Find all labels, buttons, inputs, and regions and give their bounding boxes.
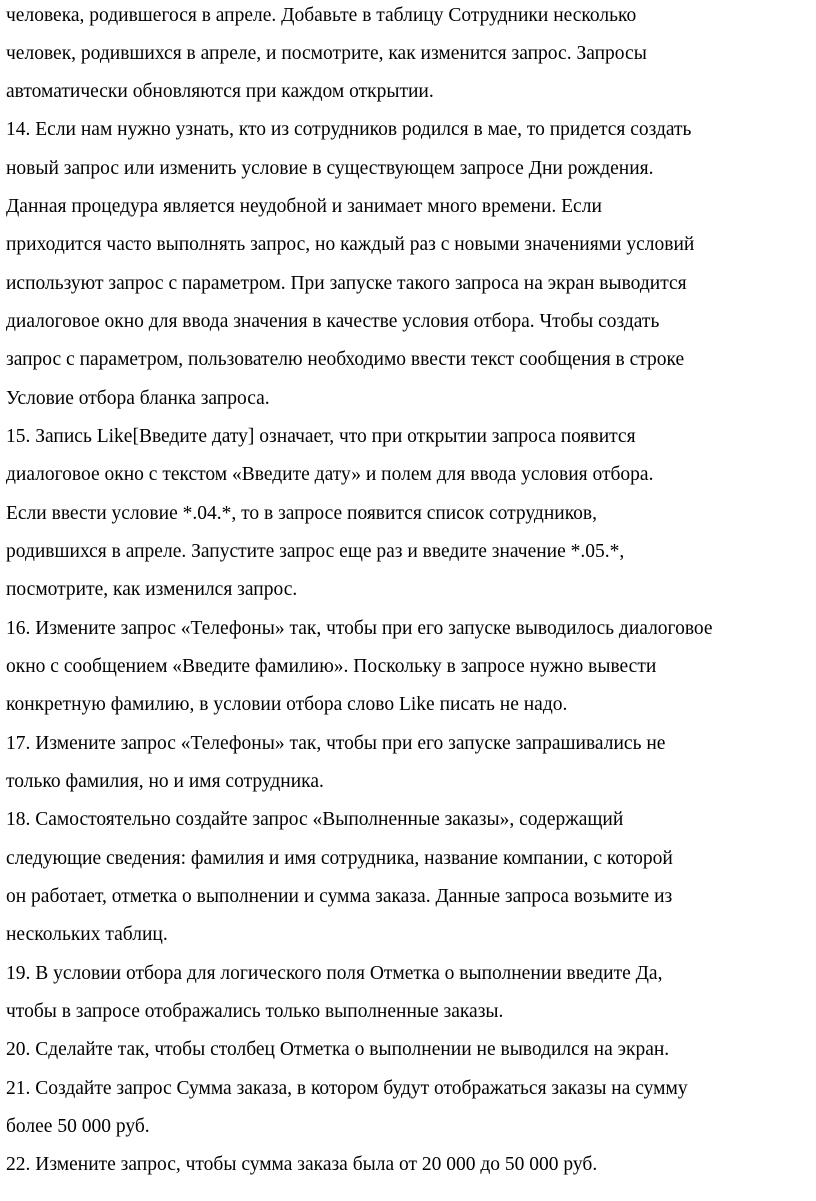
text-line: диалоговое окно с текстом «Введите дату» и полем для ввода условия отбора. (6, 464, 654, 485)
text-line: 20. Сделайте так, чтобы столбец Отметка о выполнении не выводился на экран. (6, 1039, 670, 1060)
text-line: 18. Самостоятельно создайте запрос «Выполненные заказы», содержащий (6, 809, 624, 830)
text-line: следующие сведения: фамилия и имя сотрудника, название компании, с которой (6, 848, 673, 869)
text-line: нескольких таблиц. (6, 924, 168, 945)
text-line: посмотрите, как изменился запрос. (6, 579, 298, 600)
text-line: новый запрос или изменить условие в существующем запросе Дни рождения. (6, 158, 654, 179)
text-line: конкретную фамилию, в условии отбора слово Like писать не надо. (6, 694, 568, 715)
text-line: используют запрос с параметром. При запуске такого запроса на экран выводится (6, 273, 687, 294)
text-line: 17. Измените запрос «Телефоны» так, чтобы при его запуске запрашивались не (6, 733, 666, 754)
text-line: приходится часто выполнять запрос, но каждый раз с новыми значениями условий (6, 234, 695, 255)
text-line: 21. Создайте запрос Сумма заказа, в котором будут отображаться заказы на сумму (6, 1078, 688, 1099)
text-line: только фамилия, но и имя сотрудника. (6, 771, 324, 792)
text-line: родившихся в апреле. Запустите запрос еще раз и введите значение *.05.*, (6, 541, 625, 562)
text-line: 22. Измените запрос, чтобы сумма заказа была от 20 000 до 50 000 руб. (6, 1154, 598, 1175)
text-line: 15. Запись Like[Введите дату] означает, что при открытии запроса появится (6, 426, 636, 447)
text-line: чтобы в запросе отображались только выполненные заказы. (6, 1001, 504, 1022)
text-line: автоматически обновляются при каждом открытии. (6, 81, 434, 102)
text-line: он работает, отметка о выполнении и сумма заказа. Данные запроса возьмите из (6, 886, 673, 907)
text-line: человека, родившегося в апреле. Добавьте в таблицу Сотрудники несколько (6, 5, 637, 26)
text-line: 14. Если нам нужно узнать, кто из сотрудников родился в мае, то придется создать (6, 119, 692, 140)
text-line: диалоговое окно для ввода значения в качестве условия отбора. Чтобы создать (6, 311, 660, 332)
text-line: человек, родившихся в апреле, и посмотрите, как изменится запрос. Запросы (6, 43, 647, 64)
text-line: Условие отбора бланка запроса. (6, 388, 270, 409)
text-line: 19. В условии отбора для логического поля Отметка о выполнении введите Да, (6, 963, 663, 984)
text-line: окно с сообщением «Введите фамилию». Поскольку в запросе нужно вывести (6, 656, 657, 677)
text-line: Если ввести условие *.04.*, то в запросе появится список сотрудников, (6, 503, 598, 524)
text-line: Данная процедура является неудобной и занимает много времени. Если (6, 196, 602, 217)
text-line: более 50 000 руб. (6, 1116, 150, 1137)
text-line: 16. Измените запрос «Телефоны» так, чтобы при его запуске выводилось диалоговое (6, 618, 713, 639)
text-line: запрос с параметром, пользователю необходимо ввести текст сообщения в строке (6, 349, 685, 370)
